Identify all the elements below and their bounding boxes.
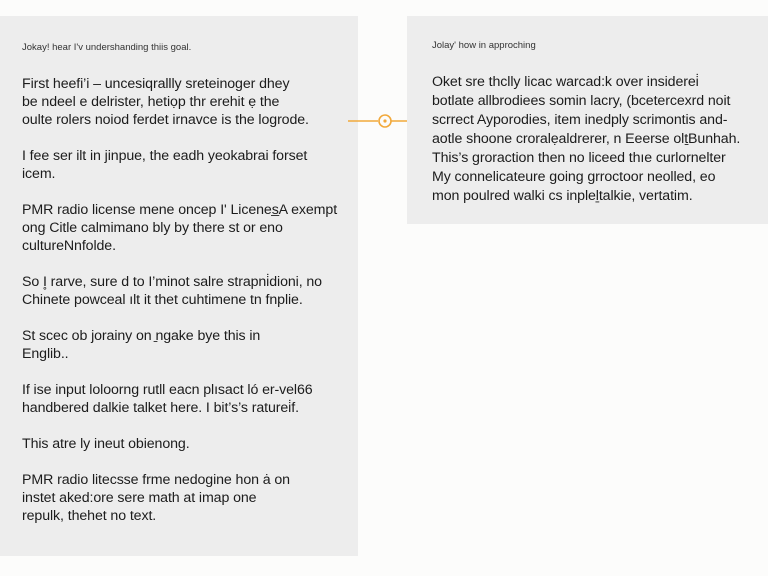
text-line: Englib..: [22, 346, 69, 362]
text-line: St scec ob jorainy on ̱ngake bye this in: [22, 328, 261, 344]
left-panel-body: [22, 75, 344, 525]
left-panel-title: Jokay! hear I'v undershanding thiis goal.: [22, 42, 192, 53]
text-line: be ndeel e delrister, hetiọp thr erehit ẹ the: [22, 94, 280, 110]
text-line: instet aked:ore sere math at imap one: [22, 490, 257, 506]
text-line: icem.: [22, 166, 56, 182]
left-paragraph: [22, 435, 344, 453]
text-line: My connelicateure going grroctoor neolled, eo: [432, 169, 716, 185]
text-line: If ise input loloorng rutll eacn plısact ló er-vel66: [22, 382, 313, 398]
text-line: PMR radio license mene oncep I' Licenes̲A exempt: [22, 202, 338, 218]
text-line: So I̥ rarve, sure d to I’minot salre strapni̇dioni, no: [22, 274, 322, 290]
text-line: This’s groraction then no liceed thıe curlornelter: [432, 150, 726, 166]
text-line: repulk, thehet no text.: [22, 508, 157, 524]
left-paragraph: [22, 75, 344, 129]
right-text-panel: [407, 16, 768, 224]
left-paragraph: [22, 147, 344, 183]
text-line: aotle shoone croralẹaldrerer, n Eeerse olṯBunhah.: [432, 131, 741, 147]
text-line: mon poulred walki cs inpleḻtalkie, vertatim.: [432, 188, 693, 204]
left-paragraph: [22, 201, 344, 255]
text-line: scrrect Ayporodies, item inedply scrimontis and-: [432, 112, 728, 128]
text-line: botlate allbrodiees somin lacry, (bcetercexrd noit: [432, 93, 731, 109]
left-paragraph: [22, 471, 344, 525]
text-line: oulte rolers noiod ferdet irnavce is the logrode.: [22, 112, 309, 128]
text-line: I fee ser ilt in jinpue, the eadh yeokabrai forset: [22, 148, 308, 164]
text-line: This atre ly ineut obienong.: [22, 436, 190, 452]
left-paragraph: [22, 273, 344, 309]
left-paragraph: [22, 381, 344, 417]
text-line: cultureNnfolde.: [22, 238, 116, 254]
text-line: First heefi’i – uncesiqrallly sreteinoger dhey: [22, 76, 290, 92]
text-line: Oket sre thclly licac warcad:k over insiderei̇: [432, 74, 699, 90]
left-text-panel: [0, 16, 358, 556]
left-paragraph: [22, 327, 344, 363]
text-line: ong Citle calmimano bly by there st or eno: [22, 220, 283, 236]
right-panel-title: Jolay' how in approching: [432, 40, 536, 51]
text-line: handbered dalkie talket here. I bit’s’s raturei̇f.: [22, 400, 299, 416]
right-panel-body: [432, 73, 754, 206]
text-line: Chinete powceal ılt it thet cuhtimene tn fnplie.: [22, 292, 303, 308]
text-line: PMR radio litecsse frme nedogine hon ȧ on: [22, 472, 290, 488]
